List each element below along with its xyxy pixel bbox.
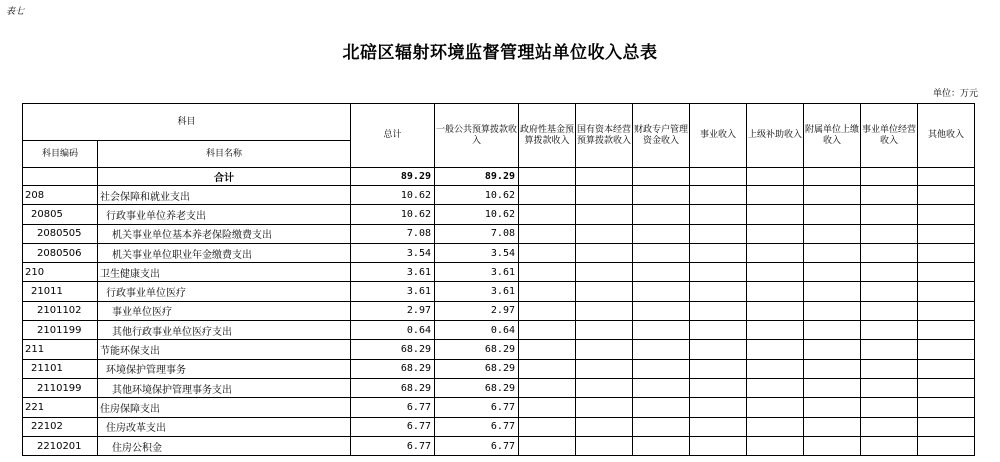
header-business-income: 事业收入 xyxy=(690,104,747,168)
empty-cell xyxy=(519,205,576,224)
empty-cell xyxy=(804,359,861,378)
row-code: 20805 xyxy=(23,205,98,224)
row-name: 事业单位医疗 xyxy=(98,301,351,320)
empty-cell xyxy=(690,301,747,320)
row-name: 环境保护管理事务 xyxy=(98,359,351,378)
empty-cell xyxy=(519,436,576,455)
empty-cell xyxy=(918,378,975,397)
empty-cell xyxy=(576,417,633,436)
header-total: 总计 xyxy=(351,104,435,168)
empty-cell xyxy=(918,340,975,359)
row-name: 其他环境保护管理事务支出 xyxy=(98,378,351,397)
row-code: 22102 xyxy=(23,417,98,436)
table-row xyxy=(23,436,975,455)
row-name: 住房公积金 xyxy=(98,436,351,455)
table-row xyxy=(23,282,975,301)
empty-cell xyxy=(690,263,747,282)
empty-cell xyxy=(747,263,804,282)
row-code: 21101 xyxy=(23,359,98,378)
empty-cell xyxy=(861,224,918,243)
empty-cell xyxy=(918,263,975,282)
header-state-capital: 国有资本经营预算拨款收入 xyxy=(576,104,633,168)
header-other-income: 其他收入 xyxy=(918,104,975,168)
empty-cell xyxy=(804,321,861,340)
empty-cell xyxy=(519,359,576,378)
empty-cell xyxy=(747,282,804,301)
empty-cell xyxy=(690,282,747,301)
row-general: 68.29 xyxy=(435,378,519,397)
empty-cell xyxy=(576,378,633,397)
empty-cell xyxy=(804,205,861,224)
empty-cell xyxy=(633,301,690,320)
row-name: 机关事业单位基本养老保险缴费支出 xyxy=(98,224,351,243)
table-row xyxy=(23,398,975,417)
empty-cell xyxy=(804,243,861,262)
empty-cell xyxy=(861,340,918,359)
row-code: 210 xyxy=(23,263,98,282)
empty-cell xyxy=(804,436,861,455)
empty-cell xyxy=(576,321,633,340)
empty-cell xyxy=(519,243,576,262)
empty-cell xyxy=(918,243,975,262)
empty-cell xyxy=(918,301,975,320)
header-subject-code: 科目编码 xyxy=(23,141,98,168)
empty-cell xyxy=(804,340,861,359)
empty-cell xyxy=(747,378,804,397)
table-row xyxy=(23,321,975,340)
empty-cell xyxy=(918,398,975,417)
row-total: 6.77 xyxy=(351,436,435,455)
row-name: 其他行政事业单位医疗支出 xyxy=(98,321,351,340)
table-body xyxy=(23,104,975,456)
header-business-operation: 事业单位经营收入 xyxy=(861,104,918,168)
header-superior-subsidy: 上级补助收入 xyxy=(747,104,804,168)
row-code: 2210201 xyxy=(23,436,98,455)
table-row xyxy=(23,205,975,224)
table-row xyxy=(23,186,975,205)
empty-cell xyxy=(804,224,861,243)
row-total: 6.77 xyxy=(351,398,435,417)
row-general: 3.61 xyxy=(435,282,519,301)
empty-cell xyxy=(804,378,861,397)
row-name: 行政事业单位医疗 xyxy=(98,282,351,301)
empty-cell xyxy=(576,263,633,282)
row-general: 68.29 xyxy=(435,340,519,359)
empty-cell xyxy=(747,301,804,320)
header-gov-fund: 政府性基金预算拨款收入 xyxy=(519,104,576,168)
empty-cell xyxy=(576,282,633,301)
row-code: 221 xyxy=(23,398,98,417)
empty-cell xyxy=(861,282,918,301)
table-row xyxy=(23,224,975,243)
empty-cell xyxy=(747,224,804,243)
empty-cell xyxy=(747,186,804,205)
row-code: 2080506 xyxy=(23,243,98,262)
empty-cell xyxy=(633,205,690,224)
total-label: 合计 xyxy=(98,168,351,186)
empty-cell xyxy=(804,186,861,205)
empty-cell xyxy=(861,205,918,224)
empty-cell xyxy=(747,340,804,359)
empty-cell xyxy=(576,398,633,417)
empty-cell xyxy=(690,417,747,436)
empty-cell xyxy=(861,378,918,397)
empty-cell xyxy=(804,282,861,301)
empty-cell xyxy=(804,301,861,320)
row-general: 6.77 xyxy=(435,436,519,455)
row-general: 0.64 xyxy=(435,321,519,340)
empty-cell xyxy=(633,340,690,359)
empty-cell xyxy=(519,378,576,397)
empty-cell xyxy=(861,321,918,340)
empty-cell xyxy=(861,359,918,378)
table-label: 表七 xyxy=(6,7,25,17)
empty-cell xyxy=(861,398,918,417)
row-code: 2080505 xyxy=(23,224,98,243)
empty-cell xyxy=(633,398,690,417)
table-row xyxy=(23,263,975,282)
row-total: 7.08 xyxy=(351,224,435,243)
empty-cell xyxy=(576,340,633,359)
total-row xyxy=(23,168,975,186)
empty-cell xyxy=(519,263,576,282)
row-total: 68.29 xyxy=(351,378,435,397)
empty-cell xyxy=(519,301,576,320)
empty-cell xyxy=(519,417,576,436)
empty-cell xyxy=(633,417,690,436)
row-name: 卫生健康支出 xyxy=(98,263,351,282)
empty-cell xyxy=(690,436,747,455)
row-general: 7.08 xyxy=(435,224,519,243)
empty-cell xyxy=(918,282,975,301)
row-code: 2101102 xyxy=(23,301,98,320)
empty-cell xyxy=(519,321,576,340)
empty-cell xyxy=(690,243,747,262)
total-general: 89.29 xyxy=(435,168,519,186)
row-name: 节能环保支出 xyxy=(98,340,351,359)
unit-label: 单位：万元 xyxy=(932,89,978,99)
header-subject-name: 科目名称 xyxy=(98,141,351,168)
empty-cell xyxy=(861,263,918,282)
row-total: 2.97 xyxy=(351,301,435,320)
row-total: 68.29 xyxy=(351,359,435,378)
empty-cell xyxy=(576,224,633,243)
empty-cell xyxy=(747,321,804,340)
row-general: 10.62 xyxy=(435,205,519,224)
empty-cell xyxy=(633,359,690,378)
empty-cell xyxy=(576,359,633,378)
empty-cell xyxy=(633,224,690,243)
empty-cell xyxy=(861,243,918,262)
empty-cell xyxy=(804,398,861,417)
empty-cell xyxy=(747,359,804,378)
empty-cell xyxy=(918,224,975,243)
header-fiscal-special: 财政专户管理资金收入 xyxy=(633,104,690,168)
row-name: 行政事业单位养老支出 xyxy=(98,205,351,224)
header-row-1 xyxy=(23,104,975,141)
row-general: 10.62 xyxy=(435,186,519,205)
empty-cell xyxy=(747,398,804,417)
empty-cell xyxy=(633,378,690,397)
empty-cell xyxy=(519,186,576,205)
row-general: 3.61 xyxy=(435,263,519,282)
row-code: 21011 xyxy=(23,282,98,301)
row-name: 社会保障和就业支出 xyxy=(98,186,351,205)
empty-cell xyxy=(804,263,861,282)
row-total: 3.61 xyxy=(351,282,435,301)
empty-cell xyxy=(747,205,804,224)
empty-cell xyxy=(861,436,918,455)
empty-cell xyxy=(861,301,918,320)
empty-cell xyxy=(861,417,918,436)
table-row xyxy=(23,301,975,320)
table-row xyxy=(23,417,975,436)
empty-cell xyxy=(633,263,690,282)
empty-cell xyxy=(576,301,633,320)
empty-cell xyxy=(747,436,804,455)
empty-cell xyxy=(918,436,975,455)
total-total: 89.29 xyxy=(351,168,435,186)
row-total: 10.62 xyxy=(351,186,435,205)
empty-cell xyxy=(918,417,975,436)
row-general: 6.77 xyxy=(435,417,519,436)
row-general: 6.77 xyxy=(435,398,519,417)
empty-cell xyxy=(576,436,633,455)
header-subject: 科目 xyxy=(23,104,351,141)
header-affiliated-income: 附属单位上缴收入 xyxy=(804,104,861,168)
empty-cell xyxy=(861,186,918,205)
row-general: 3.54 xyxy=(435,243,519,262)
empty-cell xyxy=(519,340,576,359)
empty-cell xyxy=(519,224,576,243)
row-code: 211 xyxy=(23,340,98,359)
table-row xyxy=(23,359,975,378)
empty-cell xyxy=(690,224,747,243)
row-total: 3.54 xyxy=(351,243,435,262)
empty-cell xyxy=(918,321,975,340)
empty-cell xyxy=(576,186,633,205)
empty-cell xyxy=(633,436,690,455)
empty-cell xyxy=(519,282,576,301)
empty-cell xyxy=(747,417,804,436)
empty-cell xyxy=(690,378,747,397)
row-name: 住房改革支出 xyxy=(98,417,351,436)
empty-cell xyxy=(747,243,804,262)
row-general: 68.29 xyxy=(435,359,519,378)
header-general-budget: 一般公共预算拨款收入 xyxy=(435,104,519,168)
row-code: 2101199 xyxy=(23,321,98,340)
row-code: 208 xyxy=(23,186,98,205)
page-title: 北碚区辐射环境监督管理站单位收入总表 xyxy=(342,43,658,63)
table-row xyxy=(23,378,975,397)
table-row xyxy=(23,340,975,359)
table-row xyxy=(23,243,975,262)
empty-cell xyxy=(519,398,576,417)
empty-cell xyxy=(633,186,690,205)
empty-cell xyxy=(690,321,747,340)
empty-cell xyxy=(690,340,747,359)
row-total: 10.62 xyxy=(351,205,435,224)
row-code: 2110199 xyxy=(23,378,98,397)
empty-cell xyxy=(690,205,747,224)
empty-cell xyxy=(576,205,633,224)
row-name: 机关事业单位职业年金缴费支出 xyxy=(98,243,351,262)
empty-cell xyxy=(576,243,633,262)
row-name: 住房保障支出 xyxy=(98,398,351,417)
row-total: 68.29 xyxy=(351,340,435,359)
empty-cell xyxy=(918,186,975,205)
row-total: 0.64 xyxy=(351,321,435,340)
row-total: 3.61 xyxy=(351,263,435,282)
empty-cell xyxy=(633,321,690,340)
row-general: 2.97 xyxy=(435,301,519,320)
empty-cell xyxy=(918,359,975,378)
empty-cell xyxy=(633,282,690,301)
empty-cell xyxy=(633,243,690,262)
empty-cell xyxy=(804,417,861,436)
empty-cell xyxy=(690,186,747,205)
empty-cell xyxy=(918,205,975,224)
empty-cell xyxy=(690,359,747,378)
empty-cell xyxy=(690,398,747,417)
row-total: 6.77 xyxy=(351,417,435,436)
income-table xyxy=(22,103,975,456)
